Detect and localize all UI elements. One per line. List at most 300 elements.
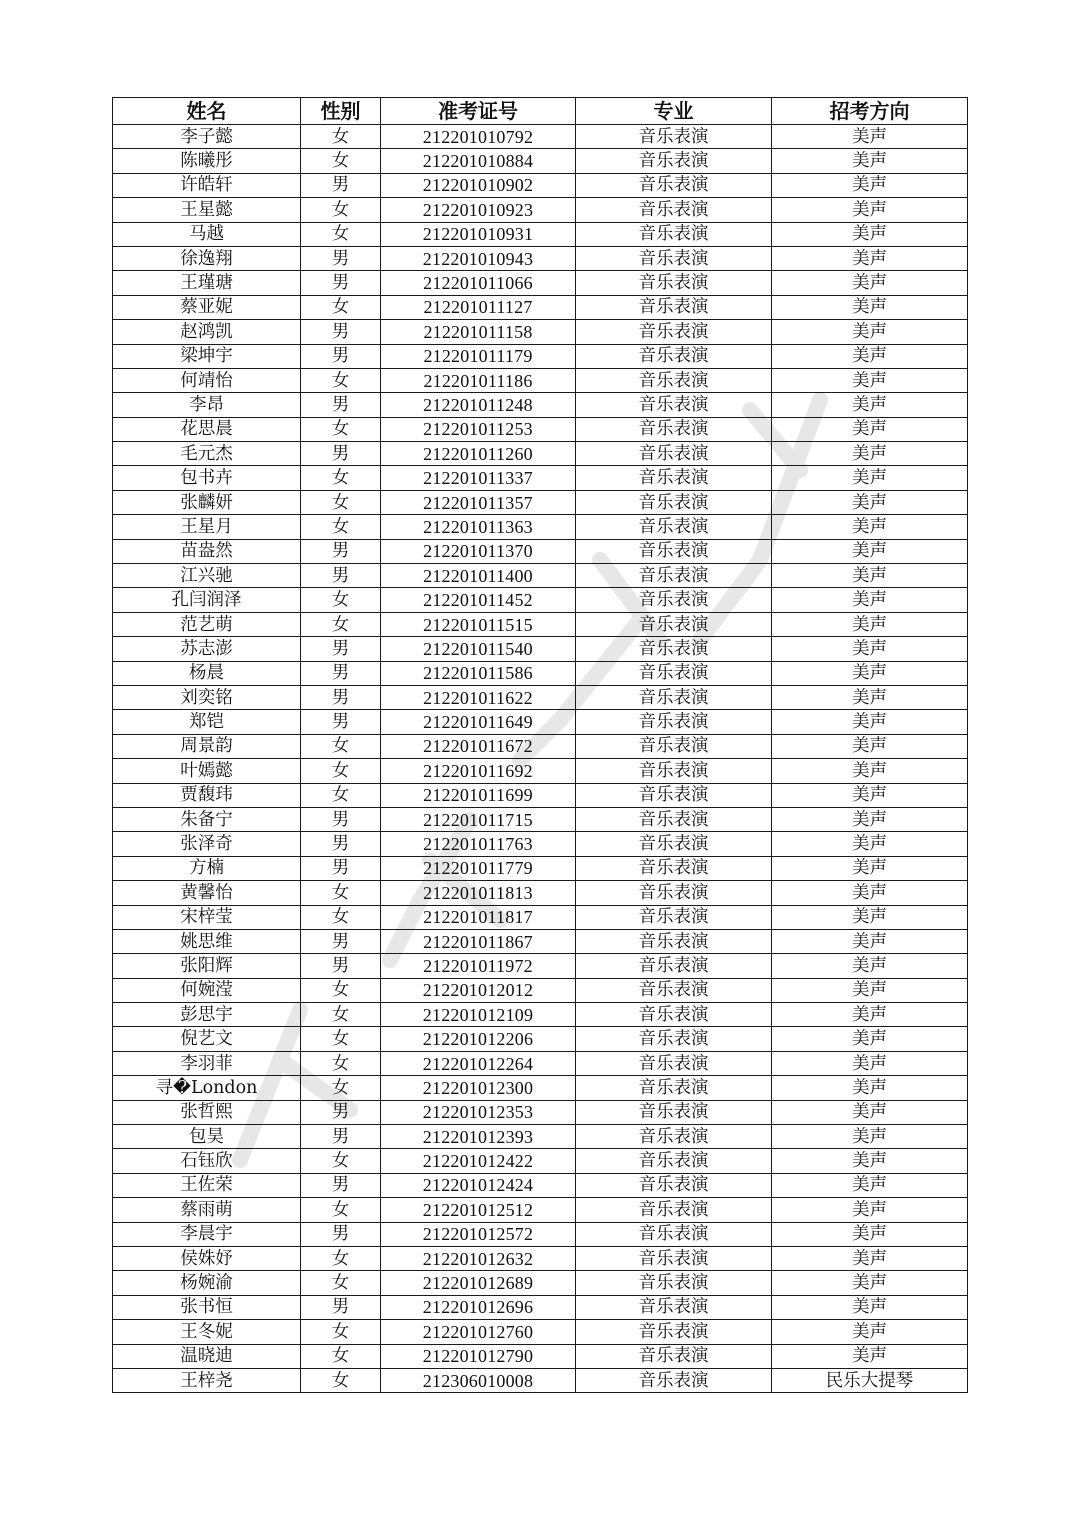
cell-name: 张书恒 — [113, 1295, 301, 1319]
cell-major: 音乐表演 — [576, 271, 772, 295]
cell-direction: 民乐大提琴 — [772, 1368, 968, 1392]
cell-gender: 男 — [301, 344, 381, 368]
cell-exam-id: 212201011179 — [381, 344, 576, 368]
table-row — [113, 515, 968, 539]
cell-major: 音乐表演 — [576, 978, 772, 1002]
cell-name: 许皓轩 — [113, 173, 301, 197]
cell-exam-id: 212201012760 — [381, 1320, 576, 1344]
table-row — [113, 1320, 968, 1344]
cell-exam-id: 212201011779 — [381, 856, 576, 880]
table-row — [113, 1076, 968, 1100]
cell-major: 音乐表演 — [576, 1027, 772, 1051]
cell-major: 音乐表演 — [576, 954, 772, 978]
table-row — [113, 734, 968, 758]
table-body — [113, 125, 968, 1393]
table-row — [113, 807, 968, 831]
cell-major: 音乐表演 — [576, 198, 772, 222]
cell-direction: 美声 — [772, 588, 968, 612]
cell-major: 音乐表演 — [576, 637, 772, 661]
cell-gender: 女 — [301, 1149, 381, 1173]
cell-name: 杨晨 — [113, 661, 301, 685]
table-row — [113, 368, 968, 392]
cell-gender: 女 — [301, 1246, 381, 1270]
cell-gender: 女 — [301, 783, 381, 807]
cell-exam-id: 212201011127 — [381, 295, 576, 319]
cell-exam-id: 212201011452 — [381, 588, 576, 612]
cell-name: 梁坤宇 — [113, 344, 301, 368]
cell-gender: 女 — [301, 905, 381, 929]
cell-direction: 美声 — [772, 832, 968, 856]
cell-direction: 美声 — [772, 637, 968, 661]
cell-exam-id: 212201011540 — [381, 637, 576, 661]
cell-gender: 女 — [301, 612, 381, 636]
table-row — [113, 1198, 968, 1222]
cell-direction: 美声 — [772, 295, 968, 319]
cell-exam-id: 212201011515 — [381, 612, 576, 636]
cell-gender: 男 — [301, 539, 381, 563]
table-row — [113, 1149, 968, 1173]
cell-name: 张哲熙 — [113, 1100, 301, 1124]
header-major: 专业 — [576, 98, 772, 125]
cell-exam-id: 212201011400 — [381, 564, 576, 588]
cell-direction: 美声 — [772, 1003, 968, 1027]
cell-exam-id: 212201010923 — [381, 198, 576, 222]
cell-gender: 男 — [301, 832, 381, 856]
cell-direction: 美声 — [772, 807, 968, 831]
cell-name: 叶嫣懿 — [113, 759, 301, 783]
cell-name: 李羽菲 — [113, 1051, 301, 1075]
cell-gender: 女 — [301, 1368, 381, 1392]
cell-exam-id: 212201011186 — [381, 368, 576, 392]
admission-roster-table — [112, 97, 968, 1393]
cell-name: 蔡亚妮 — [113, 295, 301, 319]
cell-gender: 男 — [301, 807, 381, 831]
cell-gender: 男 — [301, 442, 381, 466]
cell-direction: 美声 — [772, 1149, 968, 1173]
table-row — [113, 149, 968, 173]
cell-exam-id: 212201011692 — [381, 759, 576, 783]
cell-major: 音乐表演 — [576, 295, 772, 319]
cell-direction: 美声 — [772, 320, 968, 344]
cell-gender: 女 — [301, 588, 381, 612]
cell-name: 孔闫润泽 — [113, 588, 301, 612]
cell-name: 何婉滢 — [113, 978, 301, 1002]
table-row — [113, 1027, 968, 1051]
table-row — [113, 1271, 968, 1295]
cell-gender: 女 — [301, 515, 381, 539]
cell-name: 黄馨怡 — [113, 881, 301, 905]
cell-direction: 美声 — [772, 881, 968, 905]
cell-exam-id: 212201011066 — [381, 271, 576, 295]
cell-name: 李子懿 — [113, 125, 301, 149]
table-row — [113, 198, 968, 222]
cell-direction: 美声 — [772, 564, 968, 588]
cell-major: 音乐表演 — [576, 442, 772, 466]
cell-direction: 美声 — [772, 1027, 968, 1051]
table-row — [113, 1295, 968, 1319]
table-row — [113, 1003, 968, 1027]
cell-exam-id: 212201011248 — [381, 393, 576, 417]
cell-exam-id: 212201011813 — [381, 881, 576, 905]
table-row — [113, 759, 968, 783]
cell-major: 音乐表演 — [576, 344, 772, 368]
cell-exam-id: 212201011699 — [381, 783, 576, 807]
cell-direction: 美声 — [772, 905, 968, 929]
table-row — [113, 393, 968, 417]
cell-direction: 美声 — [772, 125, 968, 149]
cell-name: 王星月 — [113, 515, 301, 539]
cell-gender: 男 — [301, 1222, 381, 1246]
cell-major: 音乐表演 — [576, 320, 772, 344]
cell-direction: 美声 — [772, 856, 968, 880]
cell-gender: 男 — [301, 271, 381, 295]
cell-exam-id: 212201012206 — [381, 1027, 576, 1051]
cell-major: 音乐表演 — [576, 1368, 772, 1392]
cell-direction: 美声 — [772, 198, 968, 222]
cell-gender: 男 — [301, 1100, 381, 1124]
table-row — [113, 1368, 968, 1392]
cell-gender: 男 — [301, 954, 381, 978]
cell-exam-id: 212201011158 — [381, 320, 576, 344]
cell-major: 音乐表演 — [576, 466, 772, 490]
cell-major: 音乐表演 — [576, 1320, 772, 1344]
cell-name: 花思晨 — [113, 417, 301, 441]
cell-gender: 男 — [301, 1173, 381, 1197]
cell-gender: 男 — [301, 661, 381, 685]
table-row — [113, 417, 968, 441]
cell-major: 音乐表演 — [576, 1051, 772, 1075]
cell-exam-id: 212201012422 — [381, 1149, 576, 1173]
cell-gender: 女 — [301, 1051, 381, 1075]
cell-name: 王梓尧 — [113, 1368, 301, 1392]
cell-exam-id: 212201010884 — [381, 149, 576, 173]
cell-exam-id: 212201011260 — [381, 442, 576, 466]
cell-gender: 男 — [301, 246, 381, 270]
cell-gender: 男 — [301, 710, 381, 734]
cell-exam-id: 212201012572 — [381, 1222, 576, 1246]
cell-direction: 美声 — [772, 1076, 968, 1100]
cell-direction: 美声 — [772, 685, 968, 709]
cell-gender: 女 — [301, 1003, 381, 1027]
cell-exam-id: 212201012790 — [381, 1344, 576, 1368]
cell-direction: 美声 — [772, 539, 968, 563]
cell-direction: 美声 — [772, 1222, 968, 1246]
cell-exam-id: 212201010931 — [381, 222, 576, 246]
cell-name: 倪艺文 — [113, 1027, 301, 1051]
table-row — [113, 637, 968, 661]
cell-name: 苗盎然 — [113, 539, 301, 563]
header-gender: 性别 — [301, 98, 381, 125]
cell-gender: 女 — [301, 1027, 381, 1051]
cell-major: 音乐表演 — [576, 929, 772, 953]
cell-direction: 美声 — [772, 710, 968, 734]
cell-exam-id: 212201012632 — [381, 1246, 576, 1270]
cell-major: 音乐表演 — [576, 1344, 772, 1368]
cell-major: 音乐表演 — [576, 685, 772, 709]
cell-gender: 女 — [301, 1320, 381, 1344]
cell-exam-id: 212201011586 — [381, 661, 576, 685]
roster-sheet — [112, 97, 967, 1393]
cell-major: 音乐表演 — [576, 661, 772, 685]
cell-major: 音乐表演 — [576, 539, 772, 563]
cell-direction: 美声 — [772, 1320, 968, 1344]
cell-direction: 美声 — [772, 1125, 968, 1149]
cell-major: 音乐表演 — [576, 1271, 772, 1295]
cell-gender: 女 — [301, 1076, 381, 1100]
cell-direction: 美声 — [772, 344, 968, 368]
cell-name: 杨婉渝 — [113, 1271, 301, 1295]
cell-major: 音乐表演 — [576, 1149, 772, 1173]
cell-gender: 女 — [301, 368, 381, 392]
cell-major: 音乐表演 — [576, 1003, 772, 1027]
table-row — [113, 1125, 968, 1149]
cell-exam-id: 212201012264 — [381, 1051, 576, 1075]
cell-major: 音乐表演 — [576, 564, 772, 588]
cell-major: 音乐表演 — [576, 1173, 772, 1197]
cell-gender: 男 — [301, 1295, 381, 1319]
table-row — [113, 564, 968, 588]
cell-name: 毛元杰 — [113, 442, 301, 466]
cell-gender: 男 — [301, 637, 381, 661]
cell-direction: 美声 — [772, 954, 968, 978]
table-row — [113, 856, 968, 880]
cell-exam-id: 212201011649 — [381, 710, 576, 734]
cell-exam-id: 212201010902 — [381, 173, 576, 197]
table-row — [113, 612, 968, 636]
cell-direction: 美声 — [772, 173, 968, 197]
cell-direction: 美声 — [772, 1344, 968, 1368]
cell-exam-id: 212201011337 — [381, 466, 576, 490]
cell-name: 赵鸿凯 — [113, 320, 301, 344]
cell-name: 张阳辉 — [113, 954, 301, 978]
cell-gender: 女 — [301, 1271, 381, 1295]
cell-direction: 美声 — [772, 661, 968, 685]
cell-name: 温晓迪 — [113, 1344, 301, 1368]
cell-exam-id: 212201012424 — [381, 1173, 576, 1197]
cell-direction: 美声 — [772, 1295, 968, 1319]
cell-major: 音乐表演 — [576, 1246, 772, 1270]
cell-gender: 男 — [301, 856, 381, 880]
cell-major: 音乐表演 — [576, 588, 772, 612]
cell-name: 贾馥玮 — [113, 783, 301, 807]
cell-gender: 女 — [301, 1344, 381, 1368]
table-row — [113, 442, 968, 466]
cell-gender: 女 — [301, 466, 381, 490]
cell-name: 方楠 — [113, 856, 301, 880]
cell-major: 音乐表演 — [576, 1295, 772, 1319]
cell-exam-id: 212201011867 — [381, 929, 576, 953]
cell-major: 音乐表演 — [576, 783, 772, 807]
cell-exam-id: 212201011370 — [381, 539, 576, 563]
cell-gender: 女 — [301, 295, 381, 319]
cell-direction: 美声 — [772, 246, 968, 270]
cell-direction: 美声 — [772, 1271, 968, 1295]
table-row — [113, 783, 968, 807]
cell-direction: 美声 — [772, 978, 968, 1002]
cell-direction: 美声 — [772, 515, 968, 539]
cell-direction: 美声 — [772, 271, 968, 295]
table-row — [113, 881, 968, 905]
cell-major: 音乐表演 — [576, 125, 772, 149]
cell-name: 苏志澎 — [113, 637, 301, 661]
cell-direction: 美声 — [772, 783, 968, 807]
cell-exam-id: 212201012012 — [381, 978, 576, 1002]
cell-gender: 女 — [301, 125, 381, 149]
cell-exam-id: 212201011817 — [381, 905, 576, 929]
cell-gender: 男 — [301, 320, 381, 344]
cell-name: 朱备宁 — [113, 807, 301, 831]
cell-exam-id: 212201012353 — [381, 1100, 576, 1124]
table-row — [113, 588, 968, 612]
table-row — [113, 1173, 968, 1197]
cell-gender: 女 — [301, 222, 381, 246]
table-row — [113, 905, 968, 929]
cell-exam-id: 212201011363 — [381, 515, 576, 539]
table-row — [113, 295, 968, 319]
cell-name: 王瑾瑭 — [113, 271, 301, 295]
cell-exam-id: 212201011763 — [381, 832, 576, 856]
cell-major: 音乐表演 — [576, 734, 772, 758]
table-row — [113, 710, 968, 734]
cell-major: 音乐表演 — [576, 1076, 772, 1100]
cell-name: 刘奕铭 — [113, 685, 301, 709]
cell-gender: 女 — [301, 881, 381, 905]
cell-major: 音乐表演 — [576, 1125, 772, 1149]
cell-exam-id: 212201011357 — [381, 490, 576, 514]
cell-name: 寻�London — [113, 1076, 301, 1100]
cell-exam-id: 212201011622 — [381, 685, 576, 709]
header-name: 姓名 — [113, 98, 301, 125]
table-row — [113, 320, 968, 344]
cell-name: 王星懿 — [113, 198, 301, 222]
cell-exam-id: 212201011253 — [381, 417, 576, 441]
cell-direction: 美声 — [772, 368, 968, 392]
cell-name: 石钰欣 — [113, 1149, 301, 1173]
cell-gender: 男 — [301, 393, 381, 417]
cell-name: 宋梓莹 — [113, 905, 301, 929]
cell-name: 马越 — [113, 222, 301, 246]
cell-major: 音乐表演 — [576, 222, 772, 246]
table-row — [113, 1222, 968, 1246]
cell-exam-id: 212201012300 — [381, 1076, 576, 1100]
cell-gender: 男 — [301, 173, 381, 197]
table-row — [113, 661, 968, 685]
cell-exam-id: 212201012393 — [381, 1125, 576, 1149]
cell-major: 音乐表演 — [576, 490, 772, 514]
cell-name: 彭思宇 — [113, 1003, 301, 1027]
cell-major: 音乐表演 — [576, 393, 772, 417]
cell-direction: 美声 — [772, 442, 968, 466]
cell-exam-id: 212201010792 — [381, 125, 576, 149]
cell-exam-id: 212201012512 — [381, 1198, 576, 1222]
cell-name: 李晨宇 — [113, 1222, 301, 1246]
cell-direction: 美声 — [772, 466, 968, 490]
cell-major: 音乐表演 — [576, 368, 772, 392]
table-header-row — [113, 98, 968, 125]
cell-major: 音乐表演 — [576, 710, 772, 734]
cell-gender: 男 — [301, 1125, 381, 1149]
cell-major: 音乐表演 — [576, 881, 772, 905]
cell-name: 郑铠 — [113, 710, 301, 734]
cell-gender: 女 — [301, 490, 381, 514]
header-exam-id: 准考证号 — [381, 98, 576, 125]
cell-name: 王冬妮 — [113, 1320, 301, 1344]
table-row — [113, 1100, 968, 1124]
table-row — [113, 978, 968, 1002]
cell-gender: 女 — [301, 149, 381, 173]
cell-name: 陈曦彤 — [113, 149, 301, 173]
cell-gender: 女 — [301, 759, 381, 783]
cell-name: 蔡雨萌 — [113, 1198, 301, 1222]
cell-name: 包书卉 — [113, 466, 301, 490]
header-direction: 招考方向 — [772, 98, 968, 125]
cell-major: 音乐表演 — [576, 832, 772, 856]
table-row — [113, 344, 968, 368]
cell-direction: 美声 — [772, 929, 968, 953]
cell-major: 音乐表演 — [576, 856, 772, 880]
table-row — [113, 1051, 968, 1075]
cell-exam-id: 212201012689 — [381, 1271, 576, 1295]
table-row — [113, 246, 968, 270]
cell-major: 音乐表演 — [576, 1222, 772, 1246]
cell-exam-id: 212306010008 — [381, 1368, 576, 1392]
cell-direction: 美声 — [772, 149, 968, 173]
cell-gender: 女 — [301, 198, 381, 222]
cell-major: 音乐表演 — [576, 173, 772, 197]
cell-name: 范艺萌 — [113, 612, 301, 636]
cell-direction: 美声 — [772, 1051, 968, 1075]
cell-exam-id: 212201011672 — [381, 734, 576, 758]
table-row — [113, 271, 968, 295]
cell-major: 音乐表演 — [576, 417, 772, 441]
cell-major: 音乐表演 — [576, 905, 772, 929]
table-row — [113, 929, 968, 953]
cell-direction: 美声 — [772, 1198, 968, 1222]
cell-exam-id: 212201012109 — [381, 1003, 576, 1027]
table-row — [113, 466, 968, 490]
cell-direction: 美声 — [772, 393, 968, 417]
cell-gender: 女 — [301, 1198, 381, 1222]
cell-major: 音乐表演 — [576, 246, 772, 270]
cell-direction: 美声 — [772, 612, 968, 636]
cell-major: 音乐表演 — [576, 759, 772, 783]
cell-exam-id: 212201010943 — [381, 246, 576, 270]
cell-gender: 男 — [301, 685, 381, 709]
cell-major: 音乐表演 — [576, 1198, 772, 1222]
table-row — [113, 173, 968, 197]
table-row — [113, 539, 968, 563]
cell-name: 侯姝妤 — [113, 1246, 301, 1270]
cell-name: 江兴驰 — [113, 564, 301, 588]
cell-major: 音乐表演 — [576, 515, 772, 539]
cell-major: 音乐表演 — [576, 1100, 772, 1124]
cell-direction: 美声 — [772, 759, 968, 783]
cell-name: 姚思维 — [113, 929, 301, 953]
cell-name: 李昂 — [113, 393, 301, 417]
cell-direction: 美声 — [772, 734, 968, 758]
cell-direction: 美声 — [772, 490, 968, 514]
cell-name: 张泽奇 — [113, 832, 301, 856]
cell-exam-id: 212201011972 — [381, 954, 576, 978]
table-row — [113, 125, 968, 149]
cell-gender: 男 — [301, 929, 381, 953]
cell-major: 音乐表演 — [576, 807, 772, 831]
table-row — [113, 685, 968, 709]
cell-direction: 美声 — [772, 1246, 968, 1270]
cell-gender: 女 — [301, 978, 381, 1002]
cell-direction: 美声 — [772, 417, 968, 441]
table-row — [113, 222, 968, 246]
